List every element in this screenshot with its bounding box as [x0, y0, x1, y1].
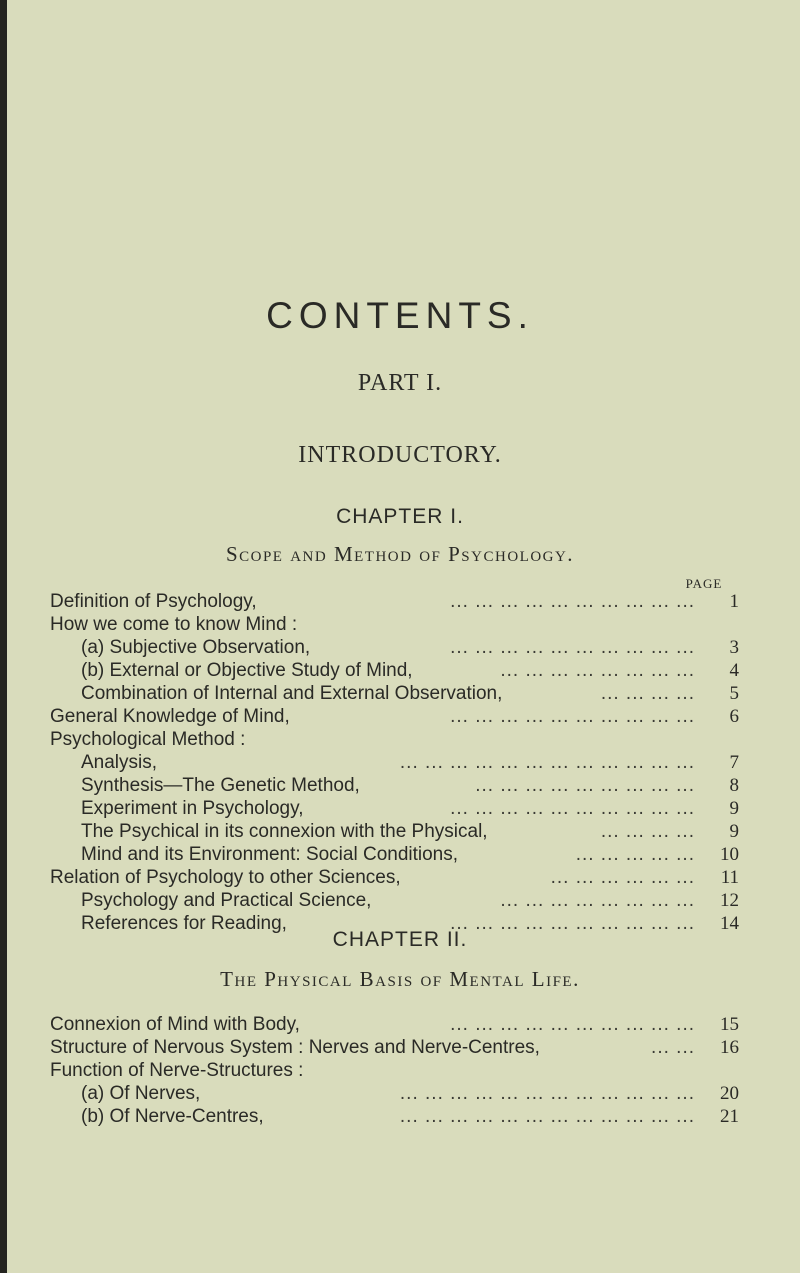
- toc-entry: (b) Of Nerve-Centres, ... ... ... ... ... ... ... ... ... ... ... ... 21: [81, 1106, 739, 1127]
- entry-text: Relation of Psychology to other Sciences,: [50, 867, 401, 888]
- entry-page: 8: [729, 775, 739, 796]
- entry-page: 20: [720, 1083, 739, 1104]
- entry-text: (a) Of Nerves,: [81, 1083, 201, 1104]
- entry-text: (b) Of Nerve-Centres,: [81, 1106, 264, 1127]
- toc-entry: Analysis, ... ... ... ... ... ... ... ... ... ... ... ... 7: [81, 752, 739, 773]
- toc-entry: Structure of Nervous System : Nerves and Nerve-Centres, ... ... 16: [50, 1037, 739, 1058]
- entry-text: Definition of Psychology,: [50, 591, 257, 612]
- entry-page: 9: [729, 821, 739, 842]
- entry-text: Psychological Method :: [50, 729, 246, 750]
- toc-entry: Definition of Psychology, ... ... ... ... ... ... ... ... ... ... 1: [50, 591, 739, 612]
- toc-chapter-1: [50, 590, 739, 935]
- entry-page: 4: [729, 660, 739, 681]
- part-name: INTRODUCTORY.: [298, 442, 502, 468]
- toc-entry: [50, 1059, 739, 1082]
- toc-entry: [50, 613, 739, 636]
- chapter-heading: CHAPTER I.: [336, 505, 464, 528]
- entry-page: 15: [720, 1014, 739, 1035]
- entry-text: Mind and its Environment: Social Conditions,: [81, 844, 459, 865]
- toc-entry: Relation of Psychology to other Sciences, ... ... ... ... ... ... 11: [50, 867, 739, 888]
- entry-text: References for Reading,: [81, 913, 287, 934]
- entry-text: Structure of Nervous System : Nerves and Nerve-Centres,: [50, 1037, 540, 1058]
- toc-entry: [50, 728, 739, 751]
- toc-entry: Mind and its Environment: Social Conditions, ... ... ... ... ... 10: [81, 844, 739, 865]
- entry-text: Psychology and Practical Science,: [81, 890, 372, 911]
- chapter-subtitle: The Physical Basis of Mental Life.: [220, 967, 580, 991]
- entry-text: (b) External or Objective Study of Mind,: [81, 660, 413, 681]
- entry-page: 5: [729, 683, 739, 704]
- part-label: PART I.: [357, 370, 443, 396]
- entry-page: 9: [729, 798, 739, 819]
- entry-page: 14: [720, 913, 739, 934]
- toc-chapter-2: [50, 1013, 739, 1128]
- entry-text: Connexion of Mind with Body,: [50, 1014, 300, 1035]
- chapter-heading: CHAPTER II.: [332, 928, 468, 951]
- entry-text: Function of Nerve-Structures :: [50, 1060, 304, 1081]
- toc-entry: (a) Of Nerves, ... ... ... ... ... ... ... ... ... ... ... ... 20: [81, 1083, 739, 1104]
- toc-entry: (a) Subjective Observation, ... ... ... ... ... ... ... ... ... ... 3: [81, 637, 739, 658]
- entry-page: 7: [729, 752, 739, 773]
- page-column-header: PAGE: [685, 576, 723, 591]
- entry-page: 10: [720, 844, 739, 865]
- entry-text: General Knowledge of Mind,: [50, 706, 290, 727]
- entry-page: 12: [720, 890, 739, 911]
- entry-text: Synthesis—The Genetic Method,: [81, 775, 360, 796]
- toc-entry: The Psychical in its connexion with the Physical, ... ... ... ... 9: [81, 821, 739, 842]
- toc-entry: References for Reading, ... ... ... ... ... ... ... ... ... ... 14: [81, 913, 739, 934]
- entry-page: 1: [729, 591, 739, 612]
- toc-entry: Psychology and Practical Science, ... ... ... ... ... ... ... ... 12: [81, 890, 739, 911]
- toc-entry: General Knowledge of Mind, ... ... ... ... ... ... ... ... ... ... 6: [50, 706, 739, 727]
- toc-entry: Experiment in Psychology, ... ... ... ... ... ... ... ... ... ... 9: [81, 798, 739, 819]
- entry-text: Combination of Internal and External Observation,: [81, 683, 503, 704]
- entry-page: 21: [720, 1106, 739, 1127]
- entry-page: 16: [720, 1037, 739, 1058]
- entry-page: 6: [729, 706, 739, 727]
- entry-text: Experiment in Psychology,: [81, 798, 304, 819]
- toc-entry: (b) External or Objective Study of Mind, ... ... ... ... ... ... ... ... 4: [81, 660, 739, 681]
- toc-entry: Synthesis—The Genetic Method, ... ... ... ... ... ... ... ... ... 8: [81, 775, 739, 796]
- entry-text: The Psychical in its connexion with the Physical,: [81, 821, 488, 842]
- entry-page: 11: [720, 867, 739, 888]
- entry-text: Analysis,: [81, 752, 158, 773]
- entry-page: 3: [729, 637, 739, 658]
- toc-entry: Connexion of Mind with Body, ... ... ... ... ... ... ... ... ... ... 15: [50, 1014, 739, 1035]
- entry-text: (a) Subjective Observation,: [81, 637, 311, 658]
- entry-text: How we come to know Mind :: [50, 614, 298, 635]
- toc-entry: Combination of Internal and External Observation, ... ... ... ... 5: [81, 683, 739, 704]
- contents-title: CONTENTS.: [266, 295, 534, 336]
- chapter-subtitle: Scope and Method of Psychology.: [225, 542, 575, 566]
